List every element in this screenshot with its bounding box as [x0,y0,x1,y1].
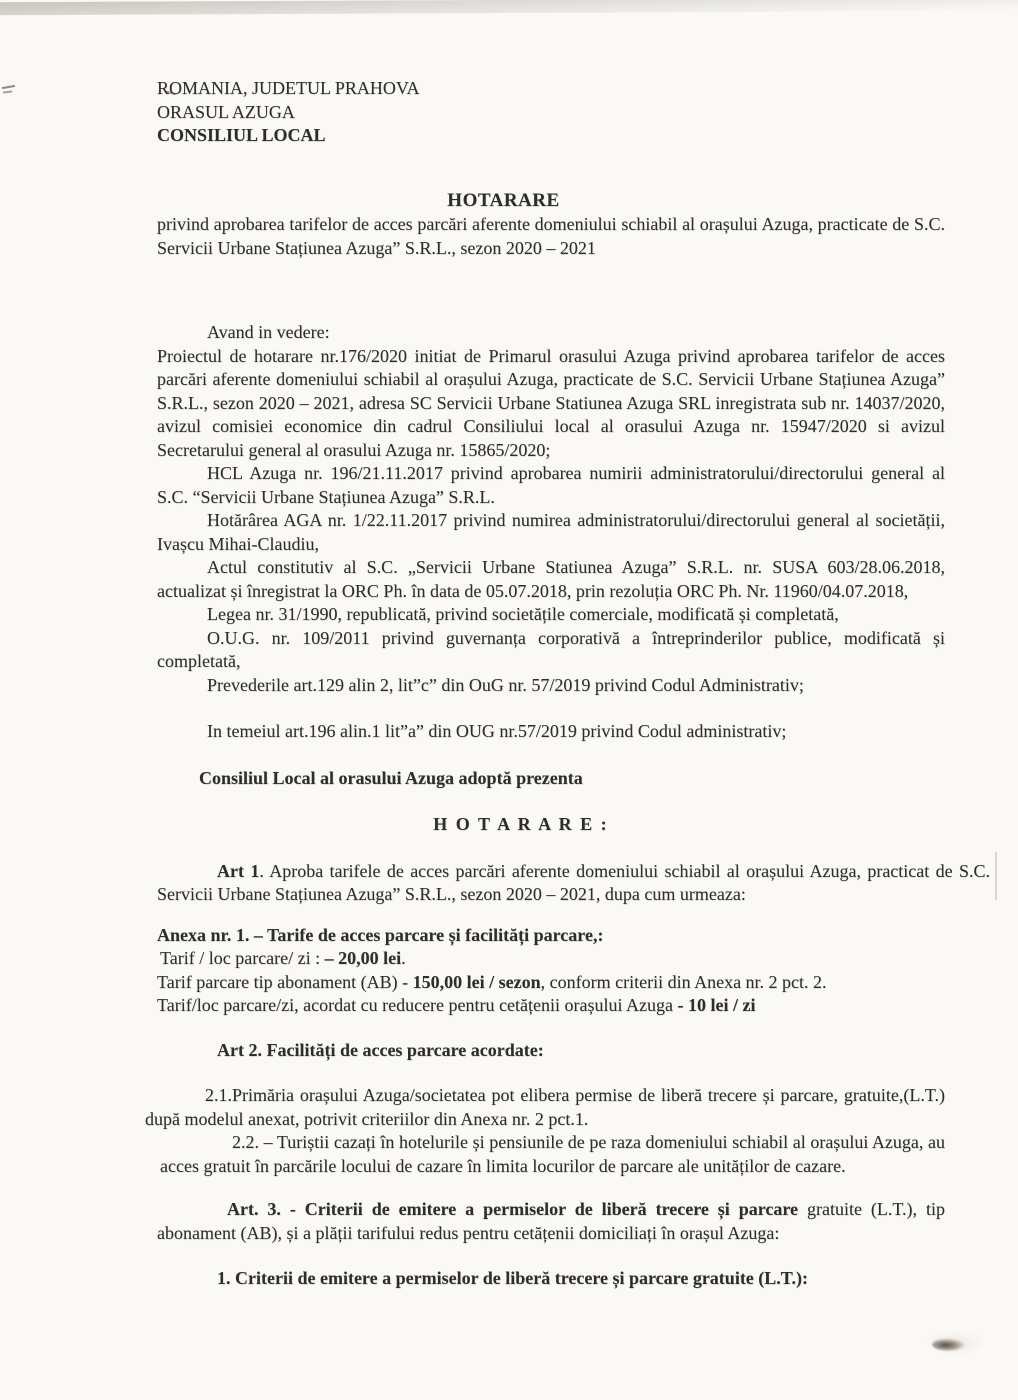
tarif-redus-value: - 10 lei / zi [677,995,756,1015]
letterhead-country-county: ROMANIA, JUDETUL PRAHOVA [157,78,420,98]
preamble-item-act-constitutiv: Actul constitutiv al S.C. „Servicii Urbane Statiunea Azuga” S.R.L. nr. SUSA 603/28.06.2018, actualizat și înregistrat la ORC Ph. în data de 05.07.2018, prin rezoluția ORC Ph. Nr. 11960/04.07.2018, [157,557,945,601]
document-subtitle: privind aprobarea tarifelor de acces parcări aferente domeniului schiabil al orașului Azuga, practicate de S.C. Servicii Urbane Stațiunea Azuga” S.R.L., sezon 2020 – 2021 [157,214,945,258]
preamble-item-prevederi: Prevederile art.129 alin 2, lit”c” din OuG nr. 57/2019 privind Codul Administrativ; [207,674,804,695]
tarif-zi-punct: . [401,948,406,968]
article-2-heading: Art 2. Facilități de acces parcare acordate: [217,1039,544,1060]
tarif-redus-label: Tarif/loc parcare/zi, acordat cu reducere pentru cetățenii orașului Azuga [157,995,678,1015]
tarif-redus [157,994,945,1018]
scan-artifact-smudge [932,1338,966,1351]
article-2-point-2: 2.2. – Turiștii cazați în hotelurile și pensiunile de pe raza domeniului schiabil al orașului Azuga, au acces gratuit în parcările locului de cazare în limita locurilor de parcare ale unităților de cazare. [160,1132,945,1176]
article-3 [157,1198,945,1245]
tarif-abonament-note: , conform criterii din Anexa nr. 2 pct. 2. [540,971,827,992]
preamble-item-aga: Hotărârea AGA nr. 1/22.11.2017 privind numirea administratorului/directorului general al societății, Ivașcu Mihai-Claudiu, [157,510,945,554]
preamble-item-proiect: Proiectul de hotarare nr.176/2020 initiat de Primarul orasului Azuga privind aprobarea tarifelor de acces parcări aferente domeniului schiabil al orașului Azuga, practicate de S.C. Servicii Urbane Stațiunea Azuga” S.R.L., sezon 2020 – 2021, adresa SC Servicii Urbane Statiunea Azuga SRL inregistrata sub nr. 14037/2020, avizul comisiei economice din cadrul Consiliului local al orasului Azuga nr. 15947/2020 si avizul Secretarului general al orasului Azuga nr. 15865/2020; [157,345,945,460]
article-1 [157,860,990,907]
letterhead-city: ORASUL AZUGA [157,101,295,122]
tarif-abonament-label: Tarif parcare tip abonament (AB) - [157,971,413,992]
tarif-loc-parcare-zi [157,947,945,971]
article-1-text: . Aproba tarifele de acces parcări aferente domeniului schiabil al orașului Azuga, practicat de S.C. Servicii Urbane Stațiunea Azuga” S.R.L., sezon 2020 – 2021, dupa cum urmeaza: [157,860,990,904]
letterhead-institution: CONSILIUL LOCAL [157,125,326,145]
tarif-zi-label: Tarif / loc parcare/ zi : [160,948,325,968]
decision-title: H O T A R A R E : [433,814,609,834]
article-3-bold: Art. 3. - Criterii de emitere a permiselor de liberă trecere și parcare [227,1199,807,1219]
tarif-abonament [157,971,945,995]
tarif-zi-value: – 20,00 lei [324,948,402,968]
preamble-item-legea-31: Legea nr. 31/1990, republicată, privind societățile comerciale, modificată și completată, [207,604,839,624]
adoption-statement: Consiliul Local al orasului Azuga adoptă prezenta [199,767,583,788]
letterhead [157,77,945,148]
article-3-rest: gratuite (L.T.), tip abonament (AB), și a plății tarifului redus pentru cetățenii domiciliați în orașul Azuga: [157,1199,945,1243]
preamble-intro: Avand in vedere: [207,322,330,342]
preamble-item-hcl: HCL Azuga nr. 196/21.11.2017 privind aprobarea numirii administratorului/directorului general al S.C. “Servicii Urbane Stațiunea Azuga” S.R.L. [157,463,945,507]
criterii-heading: 1. Criterii de emitere a permiselor de liberă trecere și parcare gratuite (L.T.): [217,1268,808,1288]
preamble-item-temei: In temeiul art.196 alin.1 lit”a” din OUG nr.57/2019 privind Codul administrativ; [207,721,787,741]
anexa-1-heading: Anexa nr. 1. – Tarife de acces parcare și facilități parcare,: [157,924,604,945]
article-1-label: Art 1 [217,860,260,881]
tarif-abonament-value: 150,00 lei / sezon [412,971,541,992]
preamble-item-oug-109: O.U.G. nr. 109/2011 privind guvernanța corporativă a întreprinderilor publice, modificată și completată, [157,627,945,671]
article-2-point-1: 2.1.Primăria orașului Azuga/societatea pot elibera permise de liberă trecere și parcare, gratuite,(L.T.) după modelul anexat, potrivit criteriilor din Anexa nr. 2 pct.1. [145,1085,945,1129]
document-title: HOTARARE [447,189,560,211]
